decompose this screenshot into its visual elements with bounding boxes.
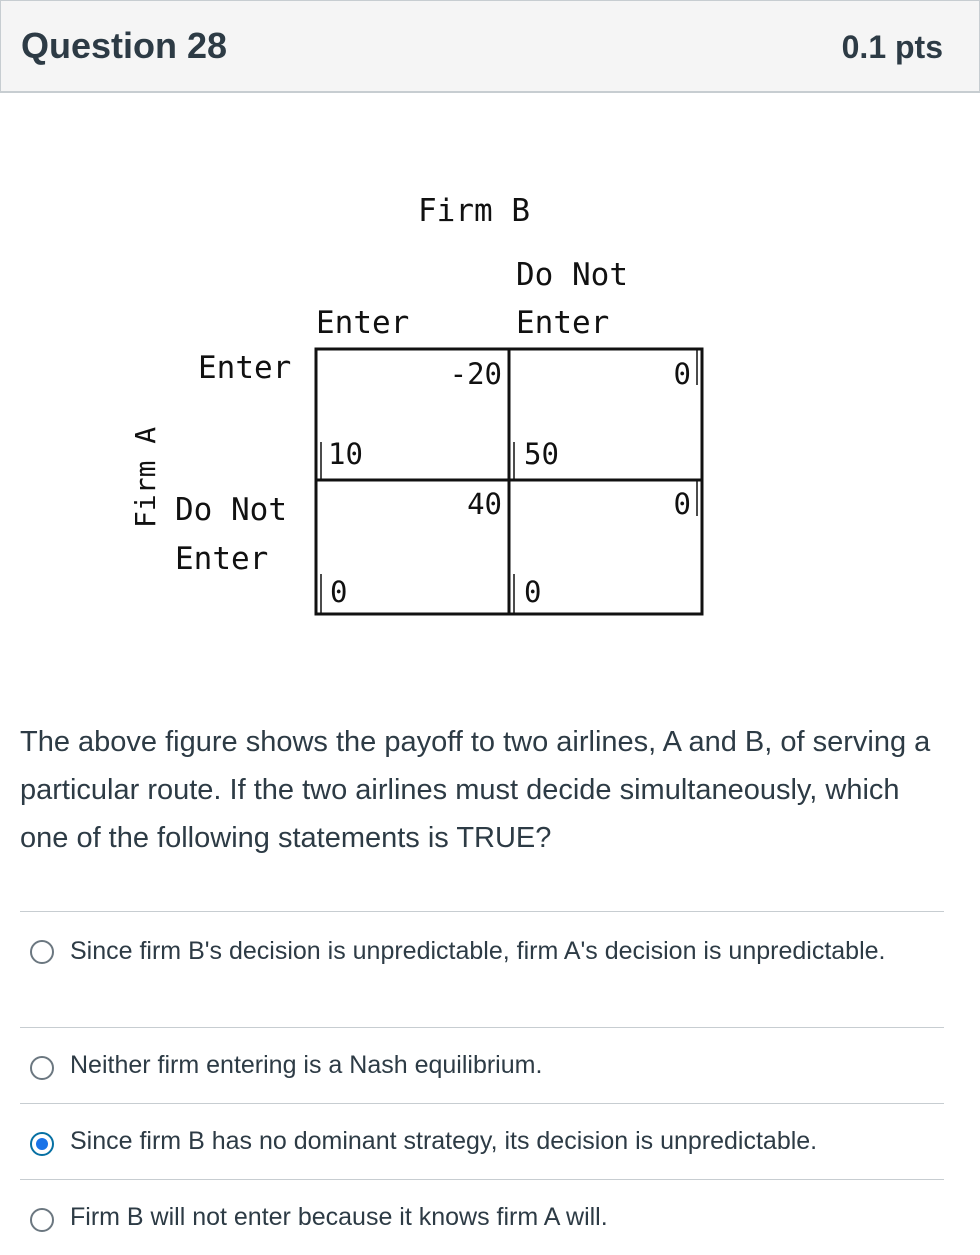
- payoff-b-donot-enter: 40: [467, 487, 502, 521]
- answer-label: Since firm B has no dominant strategy, its decision is unpredictable.: [70, 1127, 818, 1155]
- answer-label: Neither firm entering is a Nash equilibrium.: [70, 1051, 543, 1079]
- question-points: 0.1 pts: [841, 29, 943, 65]
- col-donot-line2: Enter: [516, 305, 610, 341]
- payoff-a-donot-enter: 0: [330, 575, 348, 609]
- firm-a-label: Firm A: [129, 426, 162, 528]
- payoff-matrix-svg: [0, 160, 980, 660]
- payoff-a-donot-donot: 0: [524, 575, 542, 609]
- answer-label: Since firm B's decision is unpredictable, firm A's decision is unpredictable.: [70, 937, 886, 965]
- question-header: [0, 0, 980, 93]
- answer-list: [20, 911, 944, 1255]
- payoff-b-enter-donot: 0: [673, 357, 691, 391]
- question-text: The above figure shows the payoff to two airlines, A and B, of serving a particular route. If the two airlines must decide simultaneously, which one of the following statements is TRUE?: [20, 726, 931, 854]
- answer-option-2[interactable]: [20, 1027, 944, 1103]
- payoff-b-enter-enter: -20: [449, 357, 502, 391]
- payoff-a-enter-donot: 50: [524, 437, 559, 471]
- col-donot-line1: Do Not: [516, 257, 628, 293]
- radio-button[interactable]: [30, 940, 54, 964]
- firm-b-label: Firm B: [418, 193, 530, 229]
- radio-button[interactable]: [30, 1208, 54, 1232]
- answer-option-1[interactable]: [20, 911, 944, 1027]
- payoff-a-enter-enter: 10: [328, 437, 363, 471]
- row-donot-line2: Enter: [175, 541, 269, 577]
- answer-label: Firm B will not enter because it knows firm A will.: [70, 1203, 608, 1231]
- col-enter-label: Enter: [316, 305, 410, 341]
- row-donot-line1: Do Not: [175, 492, 287, 528]
- radio-button-selected[interactable]: [30, 1132, 54, 1156]
- payoff-matrix-figure: [0, 160, 980, 660]
- answer-option-4[interactable]: [20, 1179, 944, 1255]
- payoff-b-donot-donot: 0: [673, 487, 691, 521]
- row-enter-label: Enter: [198, 350, 292, 386]
- radio-button[interactable]: [30, 1056, 54, 1080]
- answer-option-3[interactable]: [20, 1103, 944, 1179]
- question-title: Question 28: [21, 25, 228, 66]
